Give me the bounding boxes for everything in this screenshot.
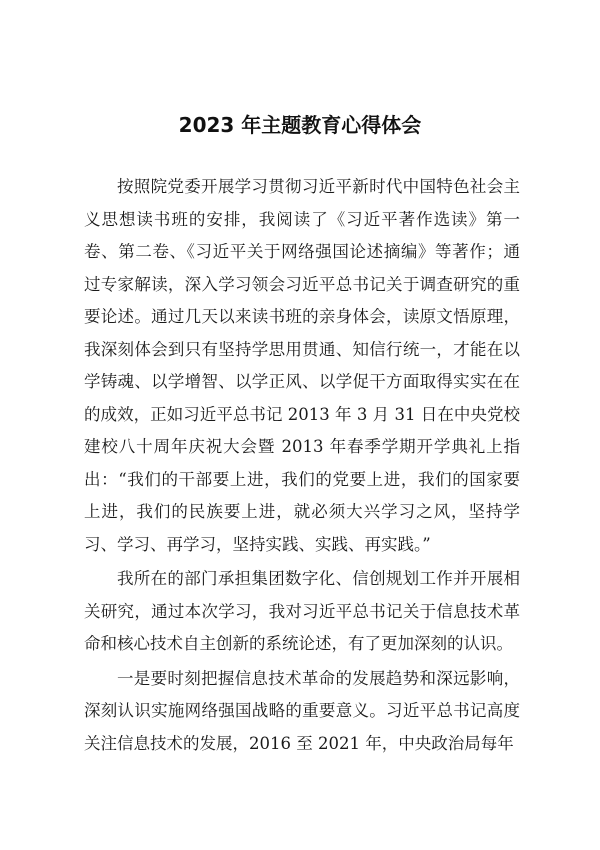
document-body [84,171,520,760]
paragraph-1: 按照院党委开展学习贯彻习近平新时代中国特色社会主义思想读书班的安排，我阅读了《习近平著作选读》第一卷、第二卷、《习近平关于网络强国论述摘编》等著作；通过专家解读，深入学习领会习近平总书记关于调查研究的重要论述。通过几天以来读书班的亲身体会，读原文悟原理，我深刻体会到只有坚持学思用贯通、知信行统一，才能在以学铸魂、以学增智、以学正风、以学促干方面取得实实在在的成效，正如习近平总书记 2013 年 3 月 31 日在中央党校建校八十周年庆祝大会暨 2013 年春季学期开学典礼上指出：“我们的干部要上进，我们的党要上进，我们的国家要上进，我们的民族要上进，就必须大兴学习之风，坚持学习、学习、再学习，坚持实践、实践、再实践。” [84,177,520,554]
paragraph-2: 我所在的部门承担集团数字化、信创规划工作并开展相关研究，通过本次学习，我对习近平总书记关于信息技术革命和核心技术自主创新的系统论述，有了更加深刻的认识。 [84,569,520,653]
paragraph-3: 一是要时刻把握信息技术革命的发展趋势和深远影响，深刻认识实施网络强国战略的重要意义。习近平总书记高度关注信息技术的发展，2016 至 2021 年，中央政治局每年 [84,668,520,753]
document-title: 2023 年主题教育心得体会 [178,113,422,137]
